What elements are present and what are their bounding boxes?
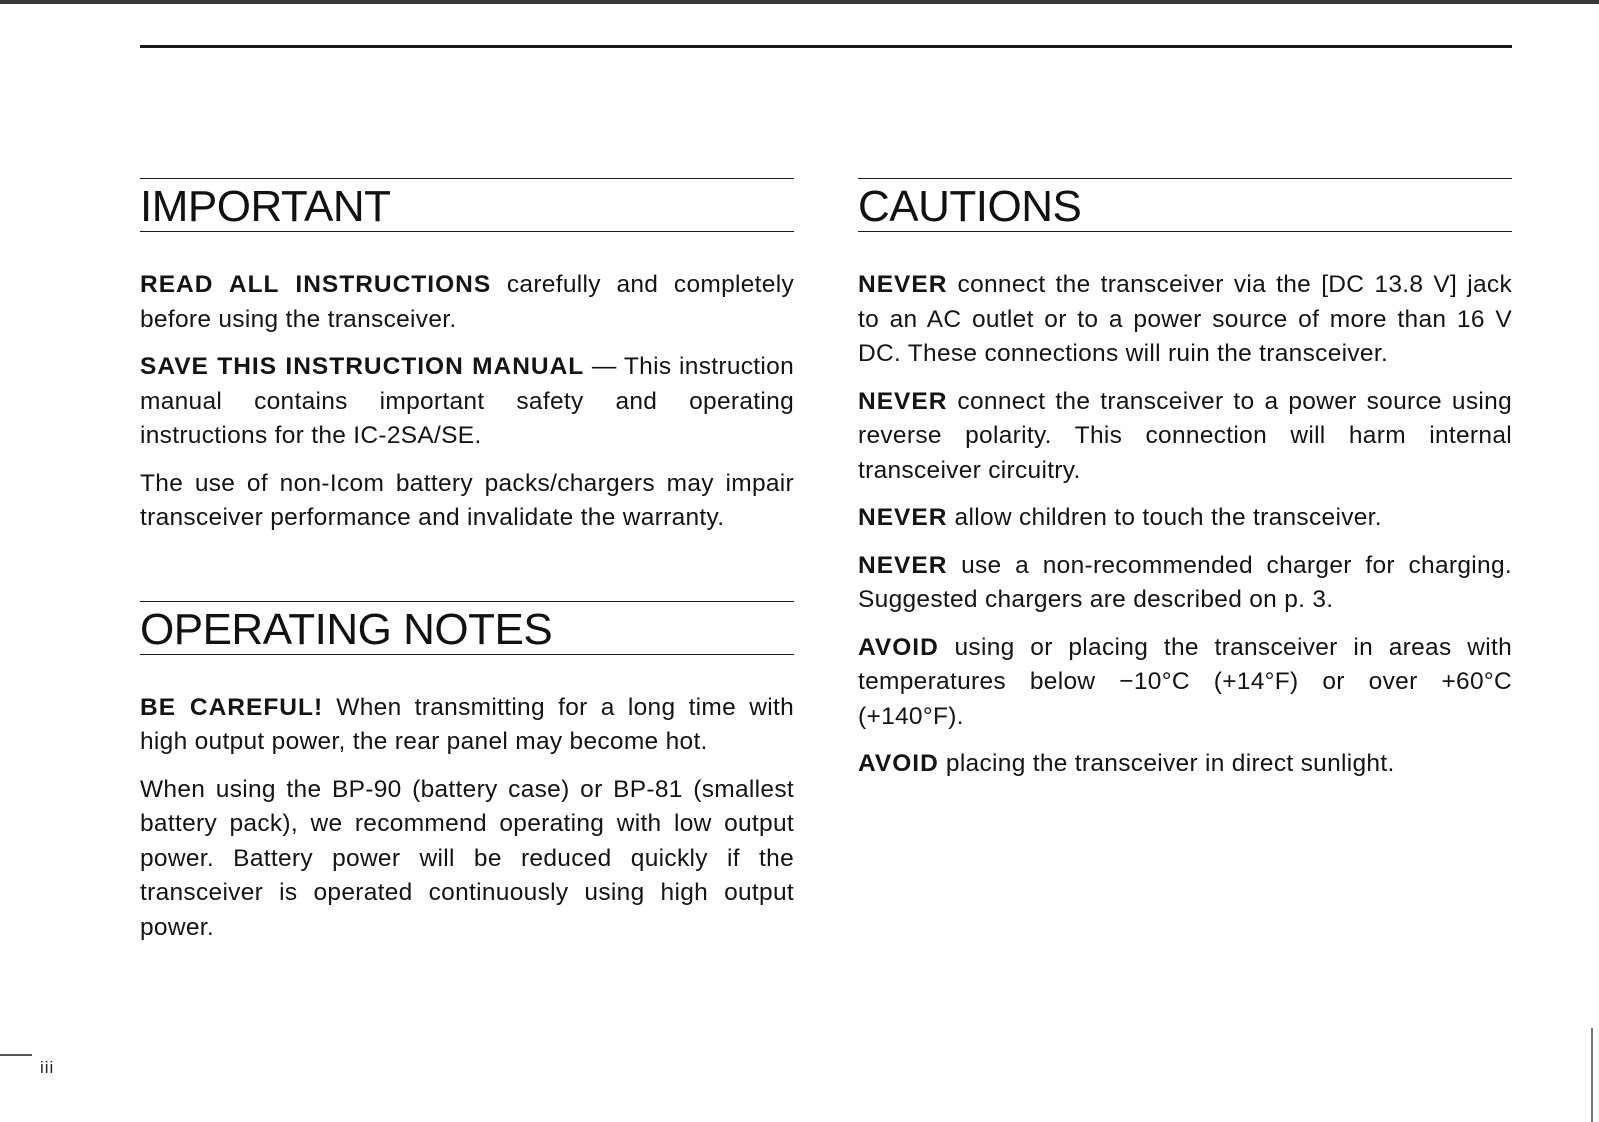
page-number: iii [40, 1058, 55, 1077]
caution-item-keyword: NEVER [858, 504, 948, 531]
caution-item [858, 385, 1512, 489]
important-title: IMPORTANT [140, 182, 391, 231]
caution-item-keyword: NEVER [858, 551, 948, 579]
important-p1-text: carefully and completely before using the transceiver. [140, 271, 794, 333]
caution-item-keyword: NEVER [858, 271, 948, 298]
operating-notes-title: OPERATING NOTES [140, 604, 553, 654]
caution-item-text: connect the transceiver via the [DC 13.8 V] jack to an AC outlet or to a power source of more than 16 V DC. These connections will ruin the transceiver. [858, 271, 1512, 367]
corner-crop-mark [0, 1054, 32, 1056]
page-top-edge [0, 0, 1599, 4]
page-right-edge [1591, 1028, 1593, 1122]
important-p2-bold: SAVE THIS INSTRUCTION MANUAL [140, 353, 585, 380]
header-rule [140, 45, 1512, 48]
caution-item [858, 549, 1512, 618]
caution-item-text: allow children to touch the transceiver. [947, 504, 1382, 531]
caution-item [858, 268, 1512, 372]
left-column [140, 178, 794, 958]
operating-notes-p1-text: When transmitting for a long time with high output power, the rear panel may become hot. [140, 693, 794, 755]
cautions-title: CAUTIONS [858, 182, 1082, 231]
section-spacer [140, 549, 794, 601]
operating-notes-paragraph-1 [140, 691, 794, 760]
caution-item-text: use a non-recommended charger for charging. Suggested chargers are described on p. 3. [858, 551, 1512, 613]
operating-notes-heading [140, 601, 794, 655]
operating-notes-paragraph-2: When using the BP-90 (battery case) or BP-81 (smallest battery pack), we recommend operating with low output power. Battery power will be reduced quickly if the transceiver is operated continuously using high output power. [140, 775, 794, 941]
cautions-heading [858, 178, 1512, 232]
caution-item-keyword: NEVER [858, 387, 948, 415]
caution-item-text: using or placing the transceiver in areas with temperatures below −10°C (+14°F) or over +60°C (+140°F). [858, 633, 1512, 730]
important-paragraph-3: The use of non-Icom battery packs/chargers may impair transceiver performance and invalidate the warranty. [140, 469, 794, 531]
caution-item [858, 747, 1512, 782]
important-p2-text: — This instruction manual contains important safety and operating instructions for the IC-2SA/SE. [140, 353, 794, 449]
caution-item [858, 501, 1512, 536]
important-heading [140, 178, 794, 232]
right-column [858, 178, 1512, 795]
caution-item-text: placing the transceiver in direct sunlight. [938, 750, 1395, 777]
caution-item-keyword: AVOID [858, 750, 939, 777]
caution-item-text: connect the transceiver to a power source using reverse polarity. This connection will harm internal transceiver circuitry. [858, 387, 1512, 484]
caution-item [858, 631, 1512, 735]
important-p1-bold: READ ALL INSTRUCTIONS [140, 271, 492, 298]
caution-item-keyword: AVOID [858, 633, 939, 661]
operating-notes-p1-bold: BE CAREFUL! [140, 693, 324, 721]
important-paragraph-2 [140, 350, 794, 454]
important-paragraph-1 [140, 268, 794, 337]
